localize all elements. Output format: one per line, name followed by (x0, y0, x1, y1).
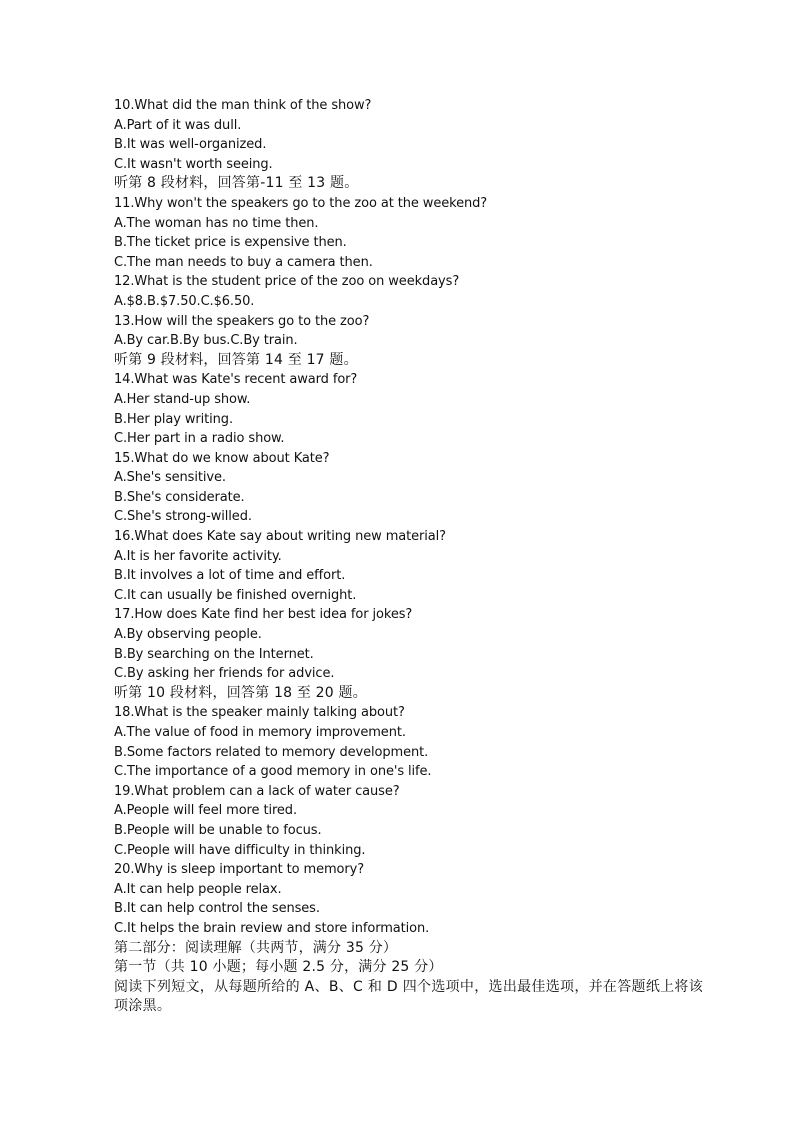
reading-instructions: 阅读下列短文，从每题所给的 A、B、C 和 D 四个选项中，选出最佳选项，并在答题纸上将该项涂黑。 (114, 978, 704, 1015)
option-14b: B.Her play writing. (114, 411, 233, 427)
question-18: 18.What is the speaker mainly talking about? (114, 705, 405, 721)
section-heading-passage-10: 听第 10 段材料，回答第 18 至 20 题。 (114, 684, 367, 701)
section-one-heading: 第一节（共 10 小题；每小题 2.5 分，满分 25 分） (114, 959, 443, 976)
option-18c: C.The importance of a good memory in one's life. (114, 764, 432, 780)
section-heading-passage-9: 听第 9 段材料，回答第 14 至 17 题。 (114, 351, 358, 368)
question-20: 20.Why is sleep important to memory? (114, 862, 365, 878)
option-17c: C.By asking her friends for advice. (114, 666, 335, 682)
options-12: A.$8.B.$7.50.C.$6.50. (114, 293, 255, 309)
option-11b: B.The ticket price is expensive then. (114, 235, 347, 251)
question-16: 16.What does Kate say about writing new material? (114, 529, 446, 545)
section-heading-passage-8: 听第 8 段材料，回答第-11 至 13 题。 (114, 175, 359, 192)
option-15b: B.She's considerate. (114, 489, 245, 505)
option-16b: B.It involves a lot of time and effort. (114, 568, 346, 584)
option-10c: C.It wasn't worth seeing. (114, 156, 273, 172)
option-10a: A.Part of it was dull. (114, 117, 242, 133)
option-18a: A.The value of food in memory improvement. (114, 725, 406, 740)
option-17a: A.By observing people. (114, 627, 262, 643)
option-16c: C.It can usually be finished overnight. (114, 587, 357, 603)
option-20a: A.It can help people relax. (114, 881, 282, 897)
part-two-heading: 第二部分：阅读理解（共两节，满分 35 分） (114, 939, 398, 956)
option-20b: B.It can help control the senses. (114, 901, 320, 917)
option-11c: C.The man needs to buy a camera then. (114, 254, 373, 270)
question-13: 13.How will the speakers go to the zoo? (114, 313, 370, 329)
page-content (114, 96, 714, 1017)
option-18b: B.Some factors related to memory development. (114, 744, 429, 760)
question-12: 12.What is the student price of the zoo on weekdays? (114, 274, 460, 290)
question-11: 11.Why won't the speakers go to the zoo at the weekend? (114, 195, 488, 211)
options-13: A.By car.B.By bus.C.By train. (114, 333, 298, 349)
question-19: 19.What problem can a lack of water cause? (114, 783, 400, 799)
option-19a: A.People will feel more tired. (114, 803, 297, 819)
option-14c: C.Her part in a radio show. (114, 431, 285, 447)
question-14: 14.What was Kate's recent award for? (114, 372, 358, 388)
option-15a: A.She's sensitive. (114, 470, 226, 486)
option-17b: B.By searching on the Internet. (114, 646, 314, 662)
option-11a: A.The woman has no time then. (114, 215, 319, 231)
option-16a: A.It is her favorite activity. (114, 548, 282, 564)
option-20c: C.It helps the brain review and store information. (114, 920, 430, 936)
option-19b: B.People will be unable to focus. (114, 822, 322, 838)
option-10b: B.It was well-organized. (114, 137, 267, 153)
option-15c: C.She's strong-willed. (114, 509, 252, 525)
option-14a: A.Her stand-up show. (114, 391, 251, 407)
question-10: 10.What did the man think of the show? (114, 98, 372, 113)
option-19c: C.People will have difficulty in thinking. (114, 842, 366, 858)
question-15: 15.What do we know about Kate? (114, 450, 330, 466)
question-17: 17.How does Kate find her best idea for jokes? (114, 607, 413, 623)
